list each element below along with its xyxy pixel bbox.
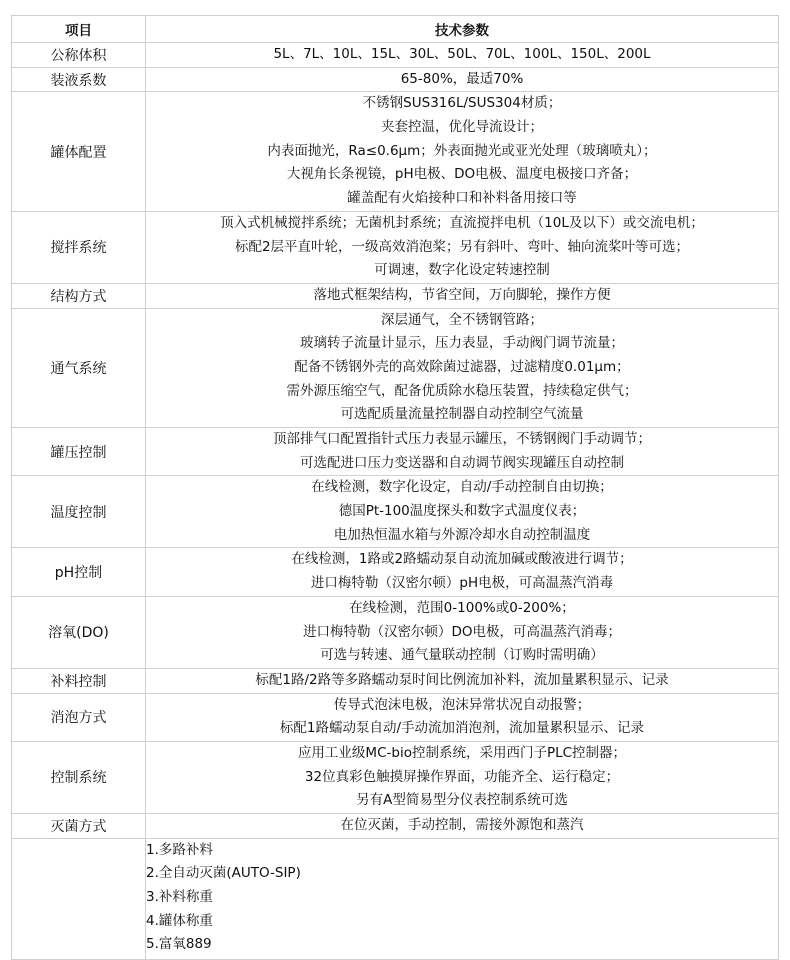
table-row — [12, 548, 779, 596]
options-item — [12, 838, 146, 959]
table-row — [12, 211, 779, 283]
param-line: 夹套控温，优化导流设计； — [381, 119, 543, 136]
param-line: 德国Pt-100温度探头和数字式温度仪表； — [338, 503, 586, 520]
header-row — [12, 16, 779, 43]
row-params — [146, 283, 779, 308]
row-params — [146, 814, 779, 839]
row-item-label: 结构方式 — [12, 283, 146, 308]
options-row — [12, 838, 779, 959]
row-item-label: 罐体配置 — [12, 92, 146, 211]
row-params — [146, 596, 779, 668]
option-line: 1.多路补料 — [146, 841, 213, 858]
table-row — [12, 308, 779, 427]
table-row — [12, 283, 779, 308]
param-line: 玻璃转子流量计显示，压力表显，手动阀门调节流量； — [300, 335, 624, 352]
param-line: 在位灭菌，手动控制，需接外源饱和蒸汽 — [340, 817, 584, 833]
table-row — [12, 693, 779, 741]
table-row — [12, 668, 779, 693]
row-params — [146, 92, 779, 211]
table-row — [12, 741, 779, 813]
row-params — [146, 211, 779, 283]
row-item-label: pH控制 — [12, 548, 146, 596]
param-line: 深层通气，全不锈钢管路； — [381, 311, 543, 328]
row-params — [146, 428, 779, 476]
option-line: 3.补料称重 — [146, 889, 213, 906]
spec-table — [11, 15, 779, 960]
row-item-label: 灭菌方式 — [12, 814, 146, 839]
param-line: 配备不锈钢外壳的高效除菌过滤器，过滤精度0.01μm； — [294, 358, 630, 375]
option-line: 5.富氧889 — [146, 936, 212, 953]
row-item-label: 公称体积 — [12, 43, 146, 68]
table-row — [12, 814, 779, 839]
param-line: 标配1路/2路等多路蠕动泵时间比例流加补料，流加量累积显示、记录 — [255, 671, 669, 688]
row-item-label: 搅拌系统 — [12, 211, 146, 283]
param-line: 电加热恒温水箱与外源冷却水自动控制温度 — [333, 526, 591, 543]
param-line: 在线检测，1路或2路蠕动泵自动流加碱或酸液进行调节； — [291, 551, 633, 568]
table-row — [12, 476, 779, 548]
row-item-label: 罐压控制 — [12, 428, 146, 476]
param-line: 32位真彩色触摸屏操作界面，功能齐全、运行稳定； — [304, 768, 620, 785]
row-params — [146, 741, 779, 813]
row-params — [146, 43, 779, 68]
param-line: 5L、7L、10L、15L、30L、50L、70L、100L、150L、200L — [273, 46, 651, 62]
table-row — [12, 92, 779, 211]
param-line: 大视角长条视镜，pH电极、DO电极、温度电极接口齐备； — [286, 166, 638, 183]
header-item: 项目 — [12, 16, 146, 43]
options-cell — [146, 838, 779, 959]
param-line: 进口梅特勒（汉密尔顿）DO电极，可高温蒸汽消毒； — [302, 623, 622, 640]
param-line: 应用工业级MC-bio控制系统，采用西门子PLC控制器； — [297, 744, 627, 761]
header-params: 技术参数 — [146, 16, 779, 43]
param-line: 在线检测，范围0-100%或0-200%； — [349, 599, 575, 616]
param-line: 另有A型简易型分仪表控制系统可选 — [356, 792, 568, 809]
param-line: 标配1路蠕动泵自动/手动流加消泡剂，流加量累积显示、记录 — [279, 720, 645, 737]
param-line: 可调速，数字化设定转速控制 — [374, 262, 550, 279]
table-row — [12, 596, 779, 668]
param-line: 需外源压缩空气，配备优质除水稳压装置，持续稳定供气； — [286, 382, 638, 399]
row-item-label: 温度控制 — [12, 476, 146, 548]
param-line: 在线检测，数字化设定，自动/手动控制自由切换； — [311, 479, 613, 496]
row-item-label: 通气系统 — [12, 308, 146, 427]
spec-body — [12, 43, 779, 960]
option-line: 4.罐体称重 — [146, 912, 213, 929]
row-item-label: 补料控制 — [12, 668, 146, 693]
param-line: 可选配质量流量控制器自动控制空气流量 — [340, 406, 584, 423]
row-item-label: 控制系统 — [12, 741, 146, 813]
table-row — [12, 428, 779, 476]
param-line: 可选配进口压力变送器和自动调节阀实现罐压自动控制 — [300, 454, 624, 471]
row-item-label: 溶氧(DO) — [12, 596, 146, 668]
row-params — [146, 67, 779, 92]
row-params — [146, 668, 779, 693]
row-params — [146, 548, 779, 596]
param-line: 标配2层平直叶轮，一级高效消泡桨；另有斜叶、弯叶、轴向流桨叶等可选； — [234, 238, 690, 255]
row-params — [146, 476, 779, 548]
param-line: 进口梅特勒（汉密尔顿）pH电极，可高温蒸汽消毒 — [310, 575, 614, 592]
table-row — [12, 67, 779, 92]
option-line: 2.全自动灭菌(AUTO-SIP) — [146, 865, 301, 882]
param-line: 顶部排气口配置指针式压力表显示罐压，不锈钢阀门手动调节； — [273, 431, 651, 447]
table-row — [12, 43, 779, 68]
row-params — [146, 693, 779, 741]
param-line: 落地式框架结构，节省空间，万向脚轮，操作方便 — [313, 286, 611, 303]
param-line: 罐盖配有火焰接种口和补料备用接口等 — [347, 190, 577, 207]
row-item-label: 装液系数 — [12, 67, 146, 92]
param-line: 内表面抛光，Ra≤0.6μm；外表面抛光或亚光处理（玻璃喷丸）； — [267, 142, 657, 159]
param-line: 65-80%，最适70% — [400, 70, 524, 87]
row-params — [146, 308, 779, 427]
row-item-label: 消泡方式 — [12, 693, 146, 741]
param-line: 顶入式机械搅拌系统；无菌机封系统；直流搅拌电机（10L及以下）或交流电机； — [220, 214, 704, 231]
param-line: 可选与转速、通气量联动控制（订购时需明确） — [320, 647, 604, 664]
param-line: 不锈钢SUS316L/SUS304材质； — [362, 95, 562, 112]
param-line: 传导式泡沫电极，泡沫异常状况自动报警； — [333, 696, 591, 713]
